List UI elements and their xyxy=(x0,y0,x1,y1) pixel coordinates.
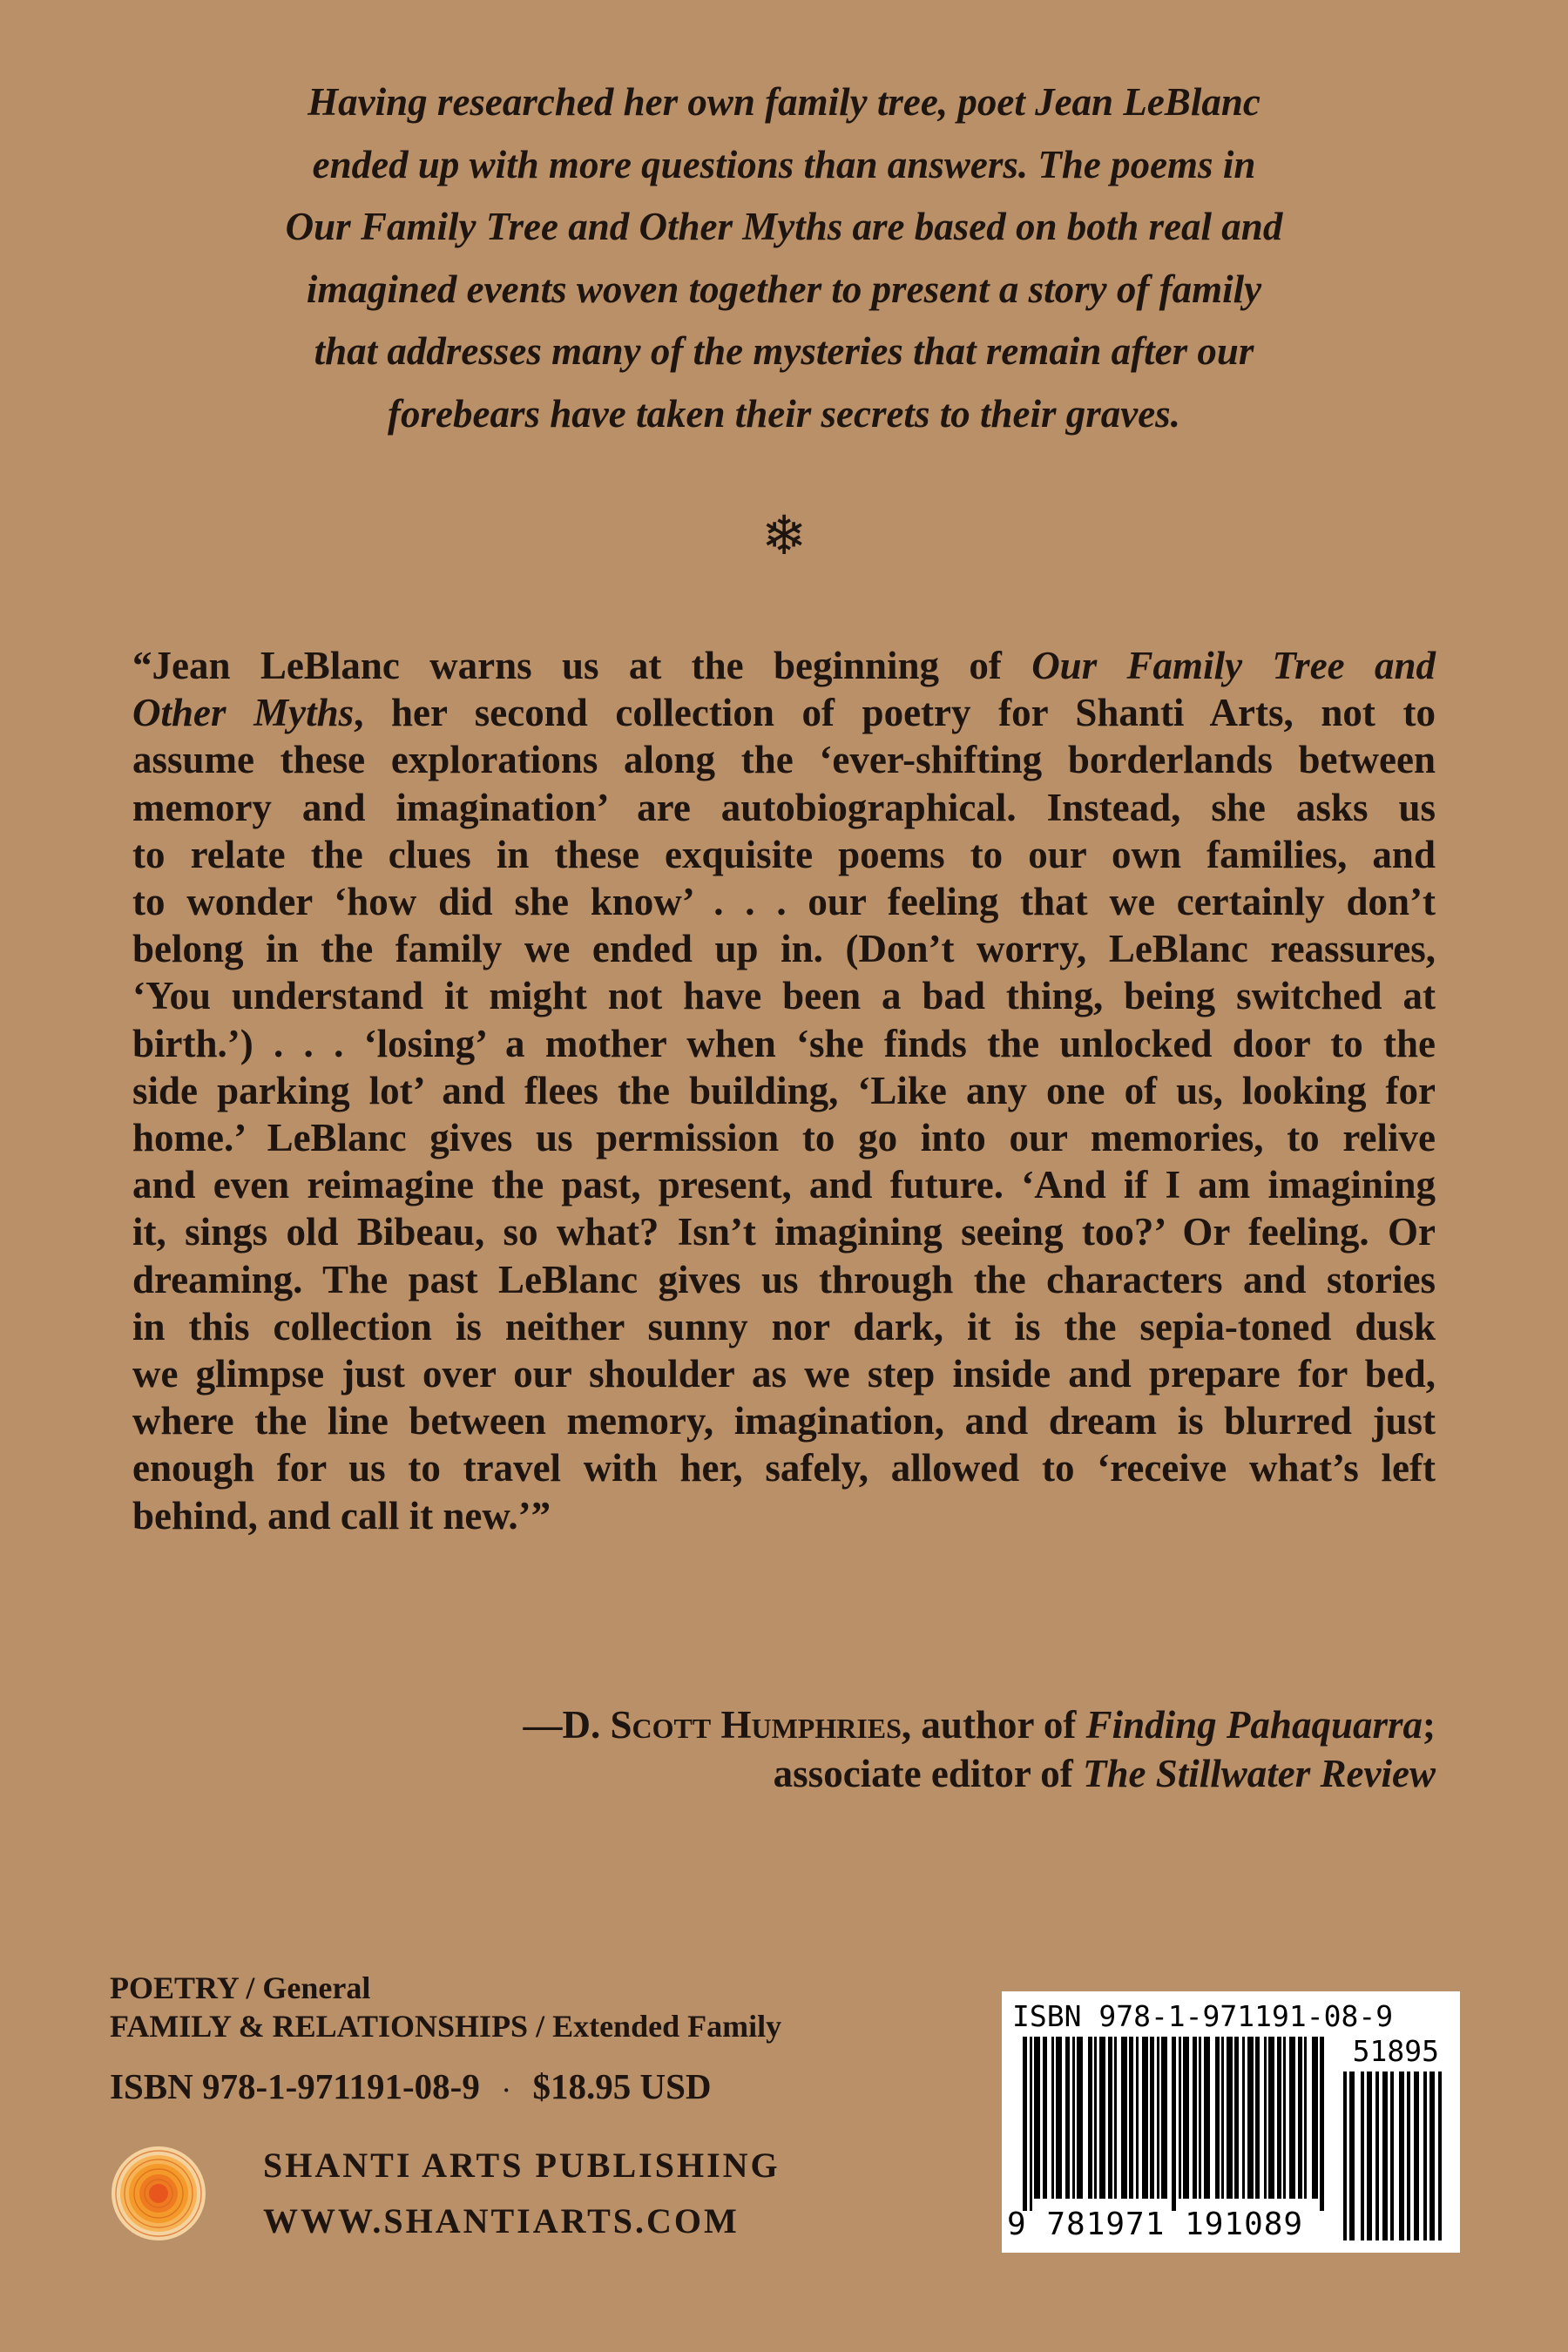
barcode-bar xyxy=(1121,2037,1127,2199)
review-line: assume these explorations along the ‘ever-shifting borderlands between xyxy=(132,738,1436,782)
review-attribution xyxy=(524,1700,1436,1798)
barcode-bar xyxy=(1172,2037,1176,2211)
review-line: in this collection is neither sunny nor dark, it is the sepia-toned dusk xyxy=(132,1304,1436,1348)
barcode-digits: 9 781971 191089 xyxy=(1007,2207,1304,2242)
blurb-line: imagined events woven together to present a story of family xyxy=(306,267,1262,311)
barcode-bar xyxy=(1199,2037,1201,2199)
barcode-addon-bar xyxy=(1361,2072,1364,2240)
barcode-bar xyxy=(1072,2037,1075,2199)
subject-categories xyxy=(110,1969,781,2045)
barcode-bar xyxy=(1077,2037,1083,2199)
barcode-addon-bar xyxy=(1349,2072,1355,2240)
barcode-bar xyxy=(1255,2037,1260,2199)
barcode-bar xyxy=(1142,2037,1148,2199)
subject-category: FAMILY & RELATIONSHIPS / Extended Family xyxy=(110,2009,782,2044)
review-quote xyxy=(132,642,1436,1539)
review-line: birth.’) . . . ‘losing’ a mother when ‘she finds the unlocked door to the xyxy=(132,1021,1436,1065)
barcode-bar xyxy=(1043,2037,1047,2199)
barcode-addon-bar xyxy=(1423,2072,1427,2240)
barcode-bar xyxy=(1221,2037,1224,2199)
shanti-arts-sun-logo-icon xyxy=(110,2145,207,2242)
book-blurb xyxy=(200,71,1368,445)
barcode-bar xyxy=(1298,2037,1302,2199)
barcode-bar xyxy=(1312,2037,1318,2199)
review-line: home.’ LeBlanc gives us permission to go into our memories, to relive xyxy=(132,1116,1436,1160)
isbn-text: ISBN 978-1-971191-08-9 xyxy=(110,2066,480,2106)
barcode-bar xyxy=(1264,2037,1267,2199)
barcode-isbn-label: ISBN 978-1-971191-08-9 xyxy=(1012,1999,1394,2033)
barcode-bar xyxy=(1215,2037,1220,2199)
attribution-line-1: —D. Scott Humphries, author of Finding Pahaquarra; xyxy=(523,1703,1436,1747)
barcode-bar xyxy=(1204,2037,1210,2199)
barcode-bar xyxy=(1051,2037,1054,2199)
review-line: belong in the family we ended up in. (Don’t worry, LeBlanc reassures, xyxy=(132,927,1436,971)
blurb-line xyxy=(200,196,1368,259)
barcode-bar xyxy=(1129,2037,1133,2199)
barcode xyxy=(1002,1991,1460,2253)
barcode-bar xyxy=(1304,2037,1307,2199)
book-title: Our Family Tree and xyxy=(1031,644,1436,687)
barcode-bar xyxy=(1320,2037,1324,2211)
barcode-bar xyxy=(1099,2037,1105,2199)
barcode-bar xyxy=(1023,2037,1027,2211)
barcode-bar xyxy=(1108,2037,1112,2199)
reviewer-book-title: Finding Pahaquarra xyxy=(1085,1703,1423,1747)
publisher-block xyxy=(263,2138,781,2249)
reviewer-name: Scott Humphries xyxy=(610,1703,902,1747)
blurb-line-rich: Our Family Tree and Other Myths are based on both real and xyxy=(285,205,1283,248)
attribution-line-2: associate editor of The Stillwater Review xyxy=(773,1752,1436,1795)
subject-category: POETRY / General xyxy=(110,1970,371,2005)
review-line: side parking lot’ and flees the building, ‘Like any one of us, looking for xyxy=(132,1068,1436,1112)
barcode-bar xyxy=(1183,2037,1189,2199)
barcode-bar xyxy=(1283,2037,1286,2199)
review-line: to relate the clues in these exquisite poems to our own families, and xyxy=(132,832,1436,876)
snowflake-ornament-icon: ❄ xyxy=(761,504,807,567)
barcode-bar xyxy=(1289,2037,1295,2199)
barcode-addon-bar xyxy=(1375,2072,1379,2240)
barcode-addon-bar xyxy=(1438,2072,1442,2240)
barcode-bar xyxy=(1268,2037,1274,2199)
book-title: Our Family Tree and Other Myths xyxy=(285,205,843,248)
blurb-line: that addresses many of the mysteries that remain after our xyxy=(314,329,1254,373)
isbn-price-line xyxy=(110,2065,712,2112)
barcode-bar xyxy=(1161,2037,1167,2199)
barcode-bar xyxy=(1150,2037,1154,2199)
barcode-addon-bar xyxy=(1429,2072,1435,2240)
blurb-line: forebears have taken their secrets to their graves. xyxy=(388,391,1180,436)
barcode-addon-bar xyxy=(1390,2072,1394,2240)
review-line: we glimpse just over our shoulder as we step inside and prepare for bed, xyxy=(132,1352,1436,1396)
barcode-bar xyxy=(1277,2037,1281,2199)
publisher-url[interactable]: WWW.SHANTIARTS.COM xyxy=(263,2201,740,2240)
review-line: memory and imagination’ are autobiographical. Instead, she asks us xyxy=(132,785,1436,829)
review-line: Other Myths, her second collection of poetry for Shanti Arts, not to xyxy=(132,691,1436,735)
separator-dot: · xyxy=(502,2077,510,2103)
barcode-bar xyxy=(1065,2037,1070,2199)
barcode-bar xyxy=(1227,2037,1233,2199)
review-line: it, sings old Bibeau, so what? Isn’t imagining seeing too?’ Or feeling. Or xyxy=(132,1210,1436,1254)
barcode-bar xyxy=(1056,2037,1062,2199)
book-title: Other Myths xyxy=(132,691,355,735)
review-line: “Jean LeBlanc warns us at the beginning of Our Family Tree and xyxy=(132,644,1436,687)
barcode-addon-bar xyxy=(1343,2072,1347,2240)
barcode-bar xyxy=(1088,2037,1092,2199)
barcode-bar xyxy=(1034,2037,1040,2199)
barcode-addon-bar xyxy=(1399,2072,1404,2240)
blurb-line: Having researched her own family tree, poet Jean LeBlanc xyxy=(308,80,1260,124)
price-text: $18.95 USD xyxy=(532,2066,712,2106)
barcode-bar xyxy=(1179,2037,1181,2199)
barcode-addon-bar xyxy=(1382,2072,1388,2240)
barcode-bar xyxy=(1157,2037,1159,2199)
barcode-bar xyxy=(1242,2037,1245,2199)
barcode-bar xyxy=(1193,2037,1197,2199)
reviewer-journal-title: The Stillwater Review xyxy=(1083,1752,1436,1795)
barcode-addon-bar xyxy=(1407,2072,1410,2240)
review-line: and even reimagine the past, present, and future. ‘And if I am imagining xyxy=(132,1163,1436,1207)
review-line: ‘You understand it might not have been a bad thing, being switched at xyxy=(132,974,1436,1018)
barcode-bar xyxy=(1114,2037,1117,2199)
barcode-bar xyxy=(1136,2037,1139,2199)
barcode-bar xyxy=(1247,2037,1254,2199)
blurb-line: ended up with more questions than answers. The poems in xyxy=(312,142,1256,186)
publisher-name: SHANTI ARTS PUBLISHING xyxy=(263,2146,781,2185)
barcode-addon-bar xyxy=(1414,2072,1419,2240)
barcode-price-code: 51895 xyxy=(1352,2034,1439,2068)
review-line: dreaming. The past LeBlanc gives us through the characters and stories xyxy=(132,1257,1436,1301)
barcode-addon-bar xyxy=(1367,2072,1372,2240)
review-line: enough for us to travel with her, safely, allowed to ‘receive what’s left xyxy=(132,1446,1436,1490)
barcode-bar xyxy=(1094,2037,1097,2199)
barcode-bar xyxy=(1030,2037,1032,2211)
review-line: behind, and call it new.’” xyxy=(132,1493,551,1538)
review-line: to wonder ‘how did she know’ . . . our feeling that we certainly don’t xyxy=(132,880,1436,924)
barcode-bar xyxy=(1234,2037,1239,2199)
review-line: where the line between memory, imagination, and dream is blurred just xyxy=(132,1399,1436,1443)
